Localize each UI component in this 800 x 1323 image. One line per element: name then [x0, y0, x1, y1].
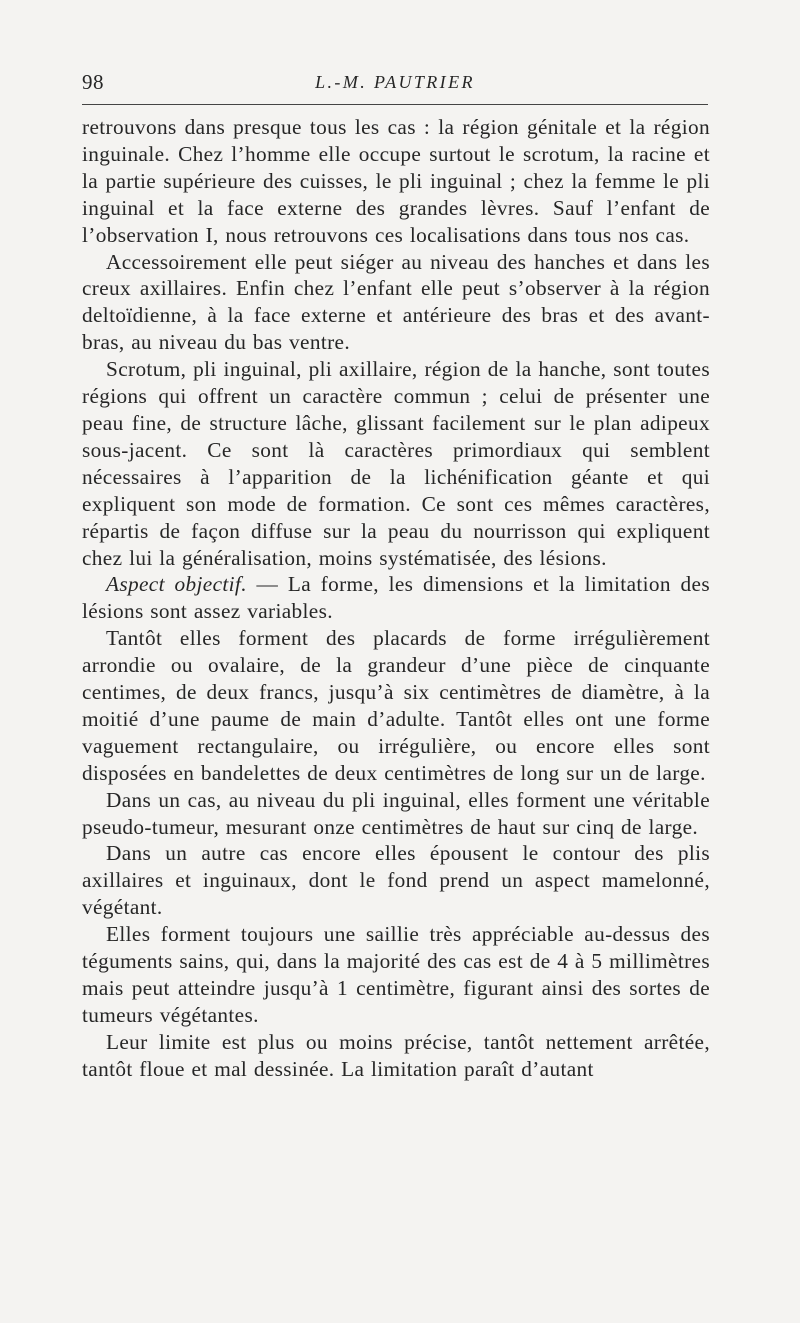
paragraph-fold-contour: Dans un autre cas encore elles épousent le contour des plis axillaires et inguinaux, dont le fond prend un aspect mamelonné, végétant. — [82, 841, 710, 920]
paragraph-pseudo-tumour: Dans un cas, au niveau du pli inguinal, elles forment une véritable pseudo-tumeur, mesurant onze centimètres de haut sur cinq de large. — [82, 787, 710, 839]
paragraph-accessory-locations: Accessoirement elle peut siéger au niveau des hanches et dans les creux axillaires. Enfin chez l’enfant elle peut s’observer à la région deltoïdienne, à la face externe et antérieure des bras et des avant-bras, au niveau du bas ventre. — [82, 249, 710, 355]
section-heading-text: — La forme, les dimensions et la limitation des lésions sont assez variables. — [82, 572, 710, 624]
paragraph-placard-forms: Tantôt elles forment des placards de forme irrégulièrement arrondie ou ovalaire, de la grandeur d’une pièce de cinquante centimes, de deux francs, jusqu’à six centimètres de diamètre, à la moitié d’une paume de main d’adulte. Tantôt elles ont une forme vaguement rectangulaire, ou irrégulière, ou encore elles sont disposées en bandelettes de deux centimètres de long sur un de large. — [82, 626, 710, 785]
running-head — [82, 66, 708, 98]
body-text — [82, 114, 710, 1083]
page-number: 98 — [82, 70, 104, 94]
paragraph-limitation: Leur limite est plus ou moins précise, tantôt nettement arrêtée, tantôt floue et mal dessinée. La limitation paraît d’autant — [82, 1029, 710, 1081]
section-heading-aspect-objectif: Aspect objectif. — [106, 572, 247, 597]
paragraph-common-character: Scrotum, pli inguinal, pli axillaire, région de la hanche, sont toutes régions qui offrent un caractère commun ; celui de présenter une peau fine, de structure lâche, glissant facilement sur le plan adipeux sous-jacent. Ce sont là caractères primordiaux qui semblent nécessaires à l’apparition de la lichénification géante et qui expliquent son mode de formation. Ce sont ces mêmes caractères, répartis de façon diffuse sur la peau du nourrisson qui expliquent chez lui la généralisation, moins systématisée, des lésions. — [82, 357, 710, 570]
paragraph-saillie: Elles forment toujours une saillie très appréciable au-dessus des téguments sains, qui, dans la majorité des cas est de 4 à 5 millimètres mais peut atteindre jusqu’à 1 centimètre, figurant ainsi des sortes de tumeurs végétantes. — [82, 922, 710, 1027]
paragraph-continued: retrouvons dans presque tous les cas : la région génitale et la région inguinale. Chez l’homme elle occupe surtout le scrotum, la racine et la partie supérieure des cuisses, le pli inguinal ; chez la femme le pli inguinal et la face externe des grandes lèvres. Sauf l’enfant de l’observation I, nous retrouvons ces localisations dans tous nos cas. — [82, 115, 710, 247]
paragraph-aspect-objectif — [82, 571, 710, 625]
running-title: L.-M. PAUTRIER — [315, 72, 475, 92]
header-rule — [82, 104, 708, 105]
